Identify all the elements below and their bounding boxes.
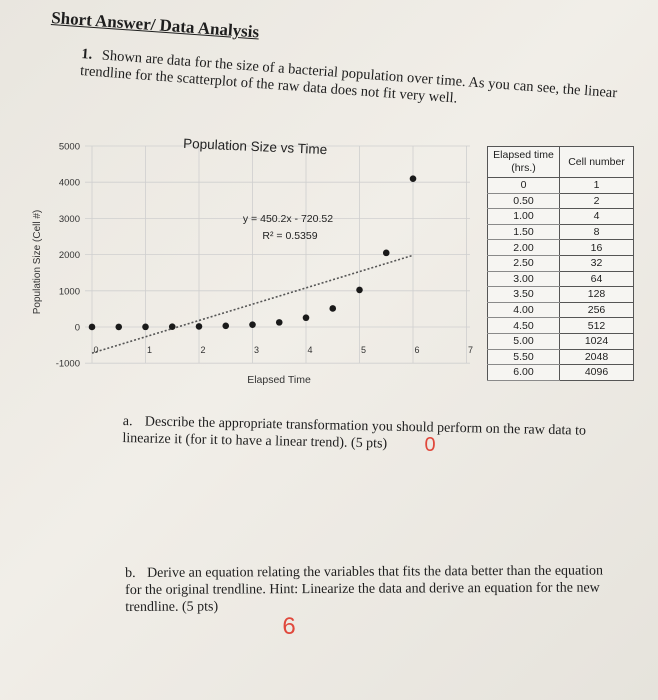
table-header-row: [488, 147, 634, 178]
cell-elapsed-time: 1.00: [488, 209, 560, 225]
table-row: [488, 318, 634, 334]
table-row: [488, 302, 634, 318]
cell-elapsed-time: 6.00: [488, 365, 560, 381]
y-tick-label: 2000: [58, 250, 80, 262]
table-row: [488, 287, 634, 303]
table-body: [488, 178, 634, 381]
data-point: [222, 323, 229, 330]
part-b-score: 6: [282, 613, 296, 640]
cell-number: 128: [560, 287, 634, 303]
x-tick-label: 1: [146, 345, 153, 355]
data-table: [487, 146, 634, 381]
data-point: [356, 287, 363, 294]
data-point: [196, 323, 203, 330]
cell-number: 4: [560, 209, 634, 225]
data-point: [142, 324, 149, 331]
table-row: [488, 193, 634, 209]
table-row: [488, 178, 634, 194]
table-row: [488, 255, 634, 271]
table-row: [488, 224, 634, 240]
data-point: [329, 305, 336, 312]
part-a-score-mark: [418, 432, 442, 456]
header-elapsed-time: Elapsed time (hrs.): [488, 147, 560, 178]
table-row: [488, 365, 634, 381]
table-row: [488, 349, 634, 365]
cell-number: 32: [560, 255, 634, 271]
x-tick-label: 6: [414, 345, 420, 355]
r-squared: R² = 0.5359: [262, 230, 318, 242]
y-tick-label: 5000: [58, 141, 80, 153]
data-table-box: [487, 146, 634, 381]
part-a-text: Describe the appropriate transformation you should perform on the raw data to linearize it (for it to have a linear trend). (5 pts): [122, 414, 587, 452]
chart-title: Population Size vs Time: [182, 135, 328, 158]
x-tick-label: 4: [307, 345, 313, 355]
cell-elapsed-time: 3.50: [488, 287, 560, 303]
y-tick-label: -1000: [55, 358, 80, 370]
part-b-score-mark: [276, 610, 302, 640]
cell-number: 64: [560, 271, 634, 287]
cell-elapsed-time: 5.00: [488, 333, 560, 349]
data-point: [169, 323, 176, 330]
x-tick-label: 5: [360, 345, 367, 355]
data-point: [410, 175, 417, 182]
x-tick-label: 7: [467, 345, 474, 355]
question-number: 1.: [80, 46, 93, 63]
y-tick-labels: [56, 142, 80, 370]
y-tick-label: 1000: [58, 286, 80, 298]
data-point: [249, 321, 256, 328]
data-point: [383, 250, 390, 257]
y-tick-label: 0: [74, 322, 80, 334]
data-point: [89, 324, 96, 331]
cell-number: 256: [560, 302, 634, 318]
cell-number: 1: [560, 178, 634, 194]
cell-elapsed-time: 1.50: [488, 224, 560, 240]
table-row: [488, 271, 634, 287]
cell-elapsed-time: 0.50: [488, 193, 560, 209]
x-tick-label: 0: [93, 345, 99, 355]
y-axis-label: Population Size (Cell #): [32, 209, 43, 315]
cell-elapsed-time: 4.50: [488, 318, 560, 334]
table-row: [488, 240, 634, 256]
y-tick-label: 4000: [58, 177, 80, 189]
cell-number: 2048: [560, 349, 634, 365]
part-b: [125, 562, 615, 616]
cell-number: 1024: [560, 333, 634, 349]
header-cell-number: Cell number: [560, 147, 634, 178]
x-axis-label: Elapsed Time: [247, 374, 311, 386]
part-b-letter: b.: [125, 565, 136, 581]
part-a-score: 0: [424, 434, 436, 456]
part-a-letter: a.: [122, 413, 133, 430]
cell-elapsed-time: 2.50: [488, 255, 560, 271]
x-tick-label: 3: [253, 345, 260, 355]
cell-elapsed-time: 4.00: [488, 302, 560, 318]
x-tick-label: 2: [200, 345, 206, 355]
cell-elapsed-time: 3.00: [488, 271, 560, 287]
cell-elapsed-time: 2.00: [488, 240, 560, 256]
y-tick-label: 3000: [58, 213, 80, 225]
part-b-text: Derive an equation relating the variables that fits the data better than the equation for the original trendline. Hint: Linearize the data and derive an equation for the new trendline. (5 pts): [125, 563, 604, 615]
section-title: Short Answer/ Data Analysis: [50, 8, 260, 42]
cell-number: 2: [560, 193, 634, 209]
data-point: [115, 324, 122, 331]
data-point: [276, 319, 283, 326]
cell-elapsed-time: 0: [488, 178, 560, 194]
table-row: [488, 209, 634, 225]
x-tick-labels: [93, 345, 473, 355]
cell-number: 16: [560, 240, 634, 256]
cell-number: 512: [560, 318, 634, 334]
cell-number: 4096: [560, 365, 634, 381]
data-point: [303, 314, 310, 321]
table-row: [488, 333, 634, 349]
cell-elapsed-time: 5.50: [488, 349, 560, 365]
question-text: Shown are data for the size of a bacterial population over time. As you can see, the linear trendline for the scatterplot of the raw data does not fit very well.: [79, 47, 618, 107]
trendline-equation: y = 450.2x - 720.52: [242, 213, 334, 225]
cell-number: 8: [560, 224, 634, 240]
